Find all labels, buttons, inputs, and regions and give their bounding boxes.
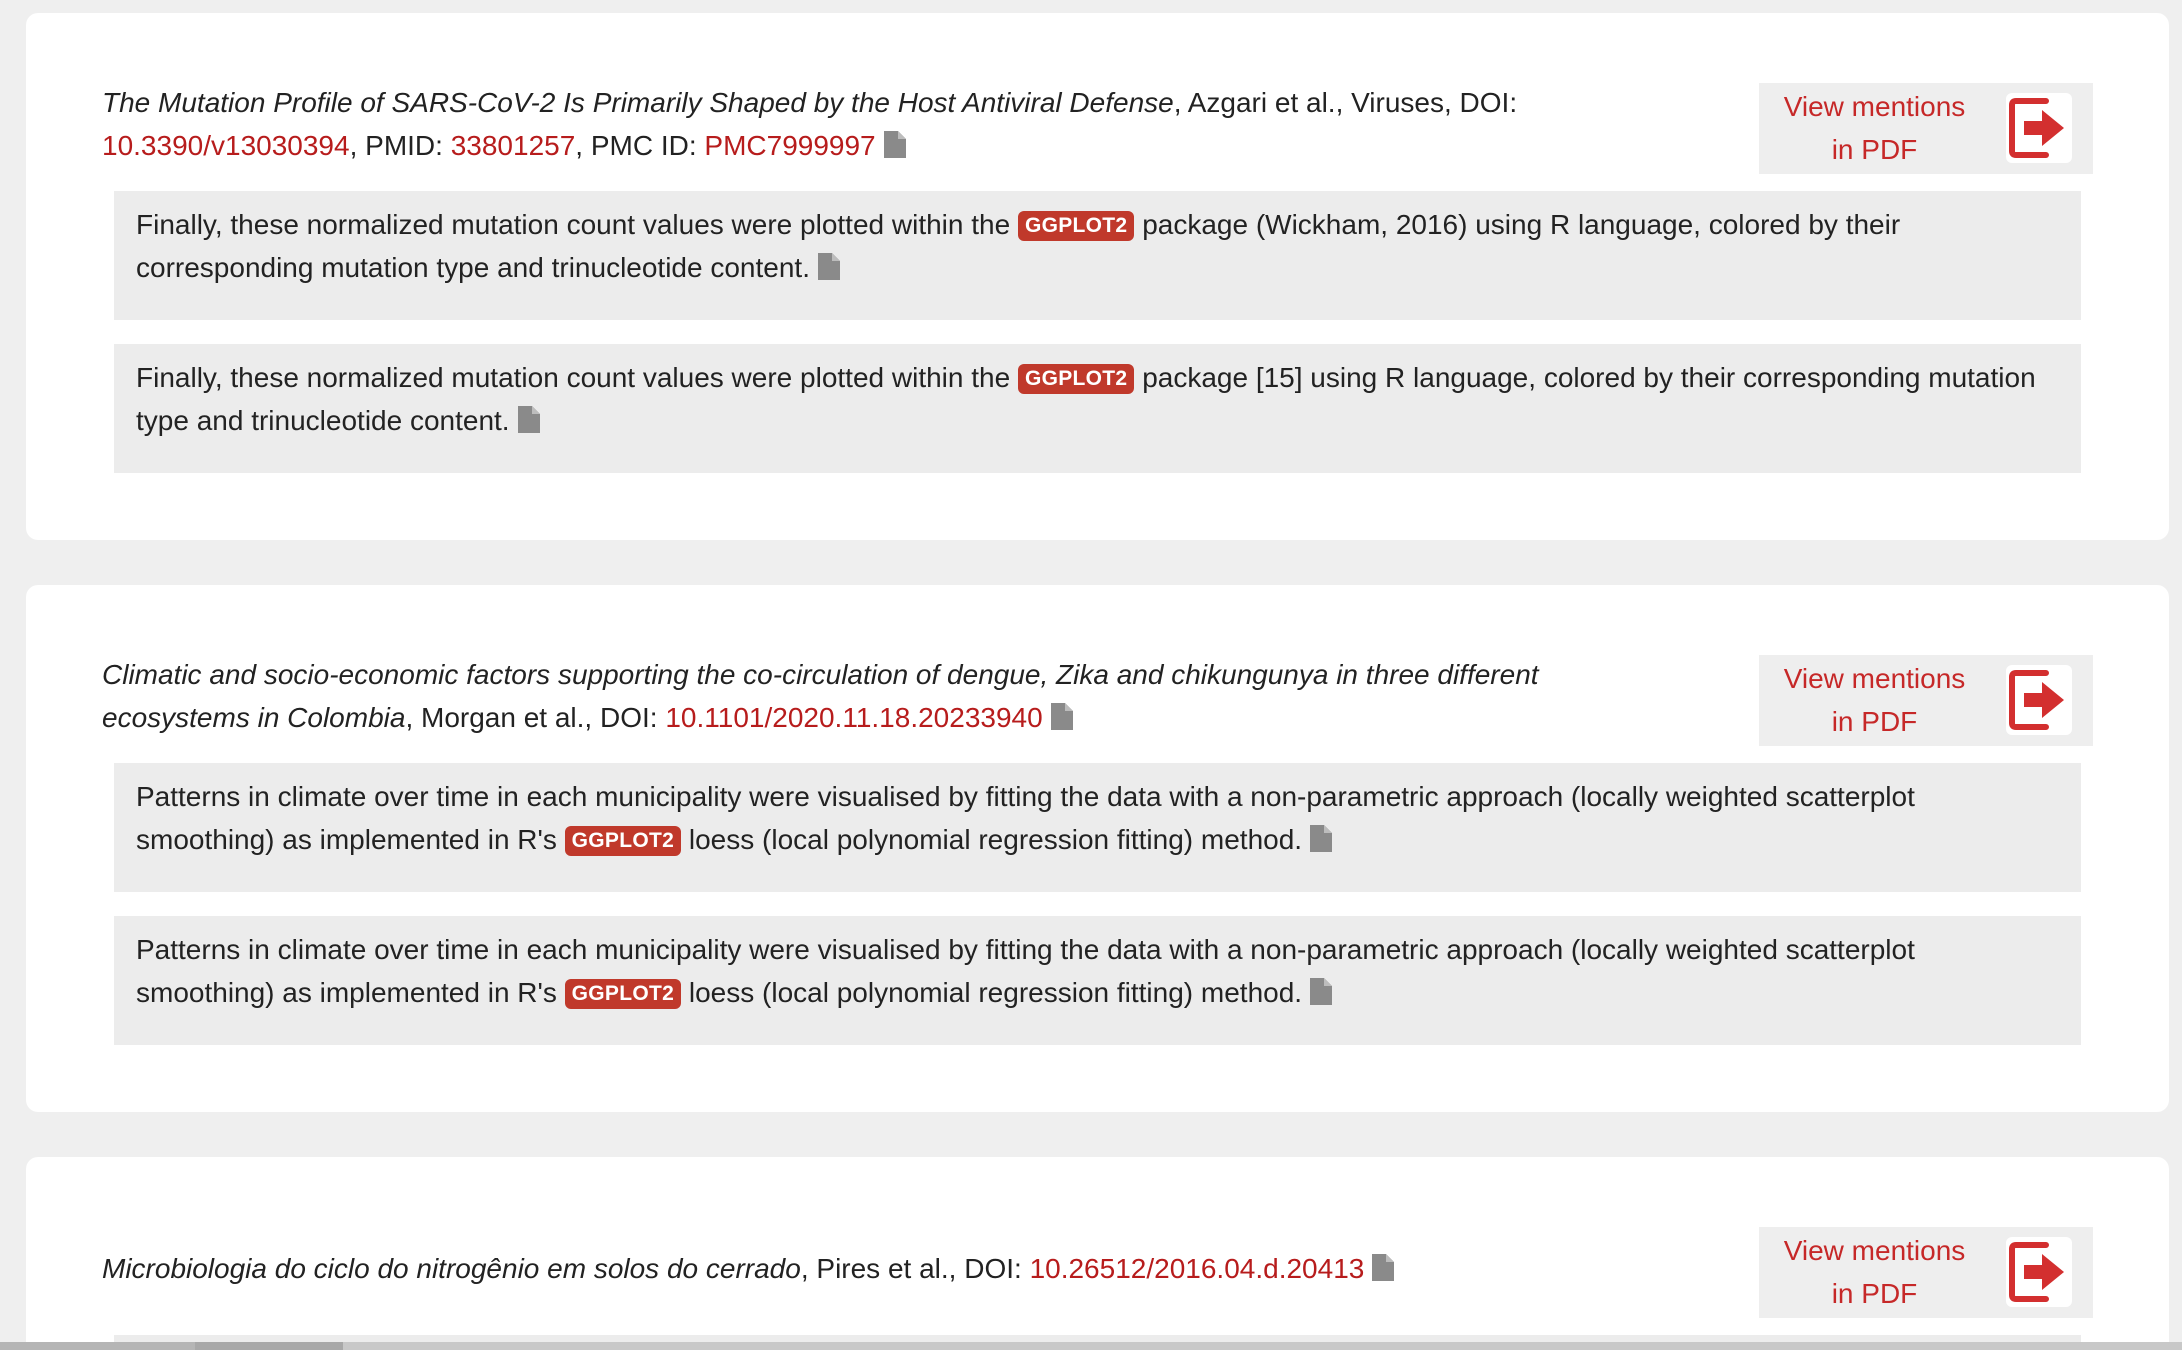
view-mentions-pdf-button[interactable] — [1759, 83, 2093, 174]
pmc-link[interactable]: PMC7999997 — [704, 130, 876, 161]
article-title: Climatic and socio-economic factors supporting the co-circulation of dengue, Zika and chikungunya in three different ecosystems in Colombia — [102, 659, 1539, 733]
ggplot2-badge: GGPLOT2 — [565, 979, 681, 1009]
article-meta: , Pires et al., DOI: — [800, 1253, 1022, 1284]
article-title: The Mutation Profile of SARS-CoV-2 Is Primarily Shaped by the Host Antiviral Defense — [102, 87, 1174, 118]
article-card — [26, 1157, 2169, 1350]
view-mentions-label: View mentions in PDF — [1783, 1235, 1966, 1309]
article-meta: , Azgari et al., Viruses, DOI: — [1173, 87, 1518, 118]
view-mentions-label: View mentions in PDF — [1783, 91, 1966, 165]
scrollbar-track-segment — [0, 1342, 195, 1350]
doi-link[interactable]: 10.3390/v13030394 — [102, 130, 350, 161]
article-card — [26, 13, 2169, 540]
article-title: Microbiologia do ciclo do nitrogênio em solos do cerrado — [102, 1253, 801, 1284]
document-icon[interactable] — [884, 127, 906, 170]
external-link-icon — [2006, 93, 2072, 168]
view-mentions-pdf-button[interactable] — [1759, 1227, 2093, 1318]
mention-snippet: Patterns in climate over time in each municipality were visualised by fitting the data with a non-parametric approach (locally weighted scatterplot smoothing) as implemented in R's GGPLOT2 loess (local polynomial regression fitting) method. — [114, 916, 2081, 1045]
document-icon[interactable] — [1310, 821, 1332, 864]
ggplot2-badge: GGPLOT2 — [1018, 211, 1134, 241]
view-mentions-label: View mentions in PDF — [1783, 663, 1966, 737]
pmid-link[interactable]: 33801257 — [450, 130, 576, 161]
mention-snippet: Finally, these normalized mutation count values were plotted within the GGPLOT2 package (Wickham, 2016) using R language, colored by their corresponding mutation type and trinucleotide content. — [114, 191, 2081, 320]
document-icon[interactable] — [518, 402, 540, 445]
doi-link[interactable]: 10.1101/2020.11.18.20233940 — [665, 702, 1043, 733]
ggplot2-badge: GGPLOT2 — [565, 826, 681, 856]
pmid-label: , PMID: — [349, 130, 443, 161]
article-citation — [102, 1247, 1622, 1293]
document-icon[interactable] — [1310, 974, 1332, 1017]
external-link-icon — [2006, 665, 2072, 740]
mention-snippet: Patterns in climate over time in each municipality were visualised by fitting the data with a non-parametric approach (locally weighted scatterplot smoothing) as implemented in R's GGPLOT2 loess (local polynomial regression fitting) method. — [114, 763, 2081, 892]
document-icon[interactable] — [818, 249, 840, 292]
horizontal-scrollbar[interactable] — [0, 1342, 2182, 1350]
external-link-icon — [2006, 1237, 2072, 1312]
pmc-label: , PMC ID: — [575, 130, 697, 161]
doi-link[interactable]: 10.26512/2016.04.d.20413 — [1029, 1253, 1365, 1284]
article-citation — [102, 653, 1622, 742]
article-citation — [102, 81, 1622, 170]
ggplot2-badge: GGPLOT2 — [1018, 364, 1134, 394]
mention-snippet: Finally, these normalized mutation count values were plotted within the GGPLOT2 package [15] using R language, colored by their corresponding mutation type and trinucleotide content. — [114, 344, 2081, 473]
scrollbar-thumb[interactable] — [195, 1342, 343, 1350]
document-icon[interactable] — [1372, 1250, 1394, 1293]
article-meta: , Morgan et al., DOI: — [405, 702, 658, 733]
article-card — [26, 585, 2169, 1112]
document-icon[interactable] — [1051, 699, 1073, 742]
view-mentions-pdf-button[interactable] — [1759, 655, 2093, 746]
